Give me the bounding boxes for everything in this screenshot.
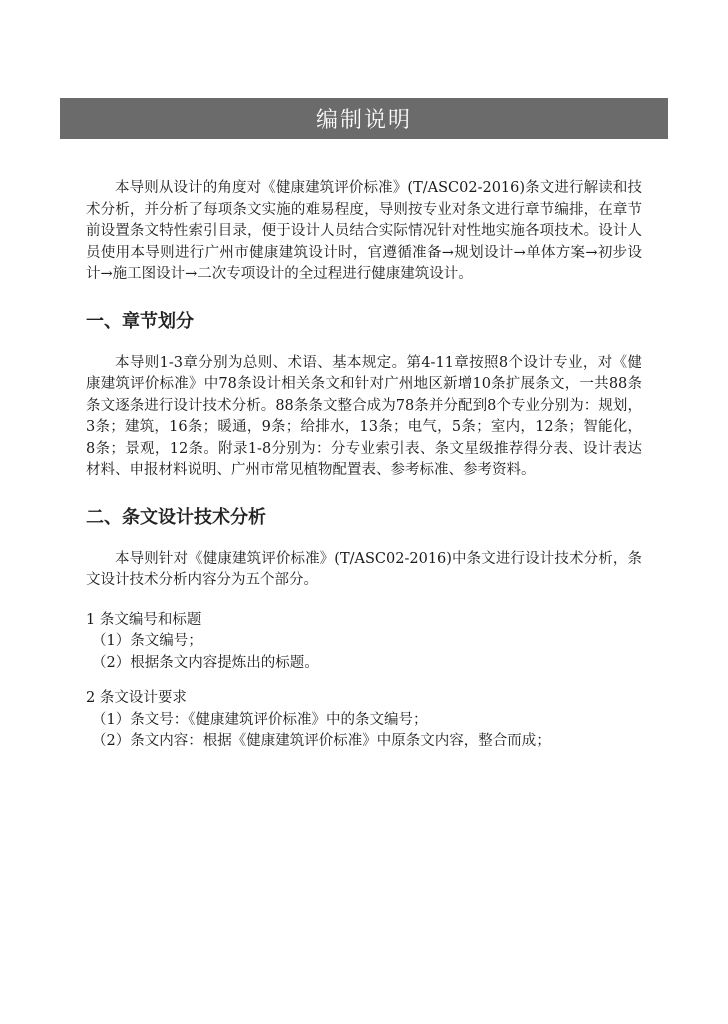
list-item xyxy=(86,610,642,675)
title-banner xyxy=(60,98,668,139)
section-analysis-paragraph: 本导则针对《健康建筑评价标准》(T/ASC02-2016)中条文进行设计技术分析，条文设计技术分析内容分为五个部分。 xyxy=(86,550,642,588)
item-title: 1 条文编号和标题 xyxy=(86,611,202,628)
sub-item: （2）条文内容：根据《健康建筑评价标准》中原条文内容，整合而成； xyxy=(92,733,551,749)
sub-item: （1）条文编号； xyxy=(92,633,203,649)
list-item xyxy=(86,688,642,753)
sub-item: （1）条文号：《健康建筑评价标准》中的条文编号； xyxy=(92,711,428,728)
section-heading-analysis: 二、条文设计技术分析 xyxy=(86,506,266,528)
item-title: 2 条文设计要求 xyxy=(86,690,187,706)
document-body xyxy=(86,178,642,753)
section-heading-chapters: 一、章节划分 xyxy=(86,310,194,332)
page-title: 编制说明 xyxy=(315,108,412,133)
sub-item: （2）根据条文内容提炼出的标题。 xyxy=(92,654,319,671)
intro-paragraph: 本导则从设计的角度对《健康建筑评价标准》(T/ASC02-2016)条文进行解读和技术分析，并分析了每项条文实施的难易程度，导则按专业对条文进行章节编排，在章节前设置条文特性索引目录，便于设计人员结合实际情况针对性地实施各项技术。设计人员使用本导则进行广州市健康建筑设计时，官遵循准备→规划设计→单体方案→初步设计→施工图设计→二次专项设计的全过程进行健康建筑设计。 xyxy=(86,180,642,282)
section-chapters-paragraph: 本导则1-3章分别为总则、术语、基本规定。第4-11章按照8个设计专业，对《健康建筑评价标准》中78条设计相关条文和针对广州地区新增10条扩展条文，一共88条条文逐条进行设计技术分析。88条条文整合成为78条并分配到8个专业分别为：规划，3条；建筑，16条；暖通，9条；给排水，13条；电气，5条；室内，12条；智能化，8条；景观，12条。附录1-8分别为：分专业索引表、条文星级推荐得分表、设计表达材料、申报材料说明、广州市常见植物配置表、参考标准、参考资料。 xyxy=(86,354,642,478)
